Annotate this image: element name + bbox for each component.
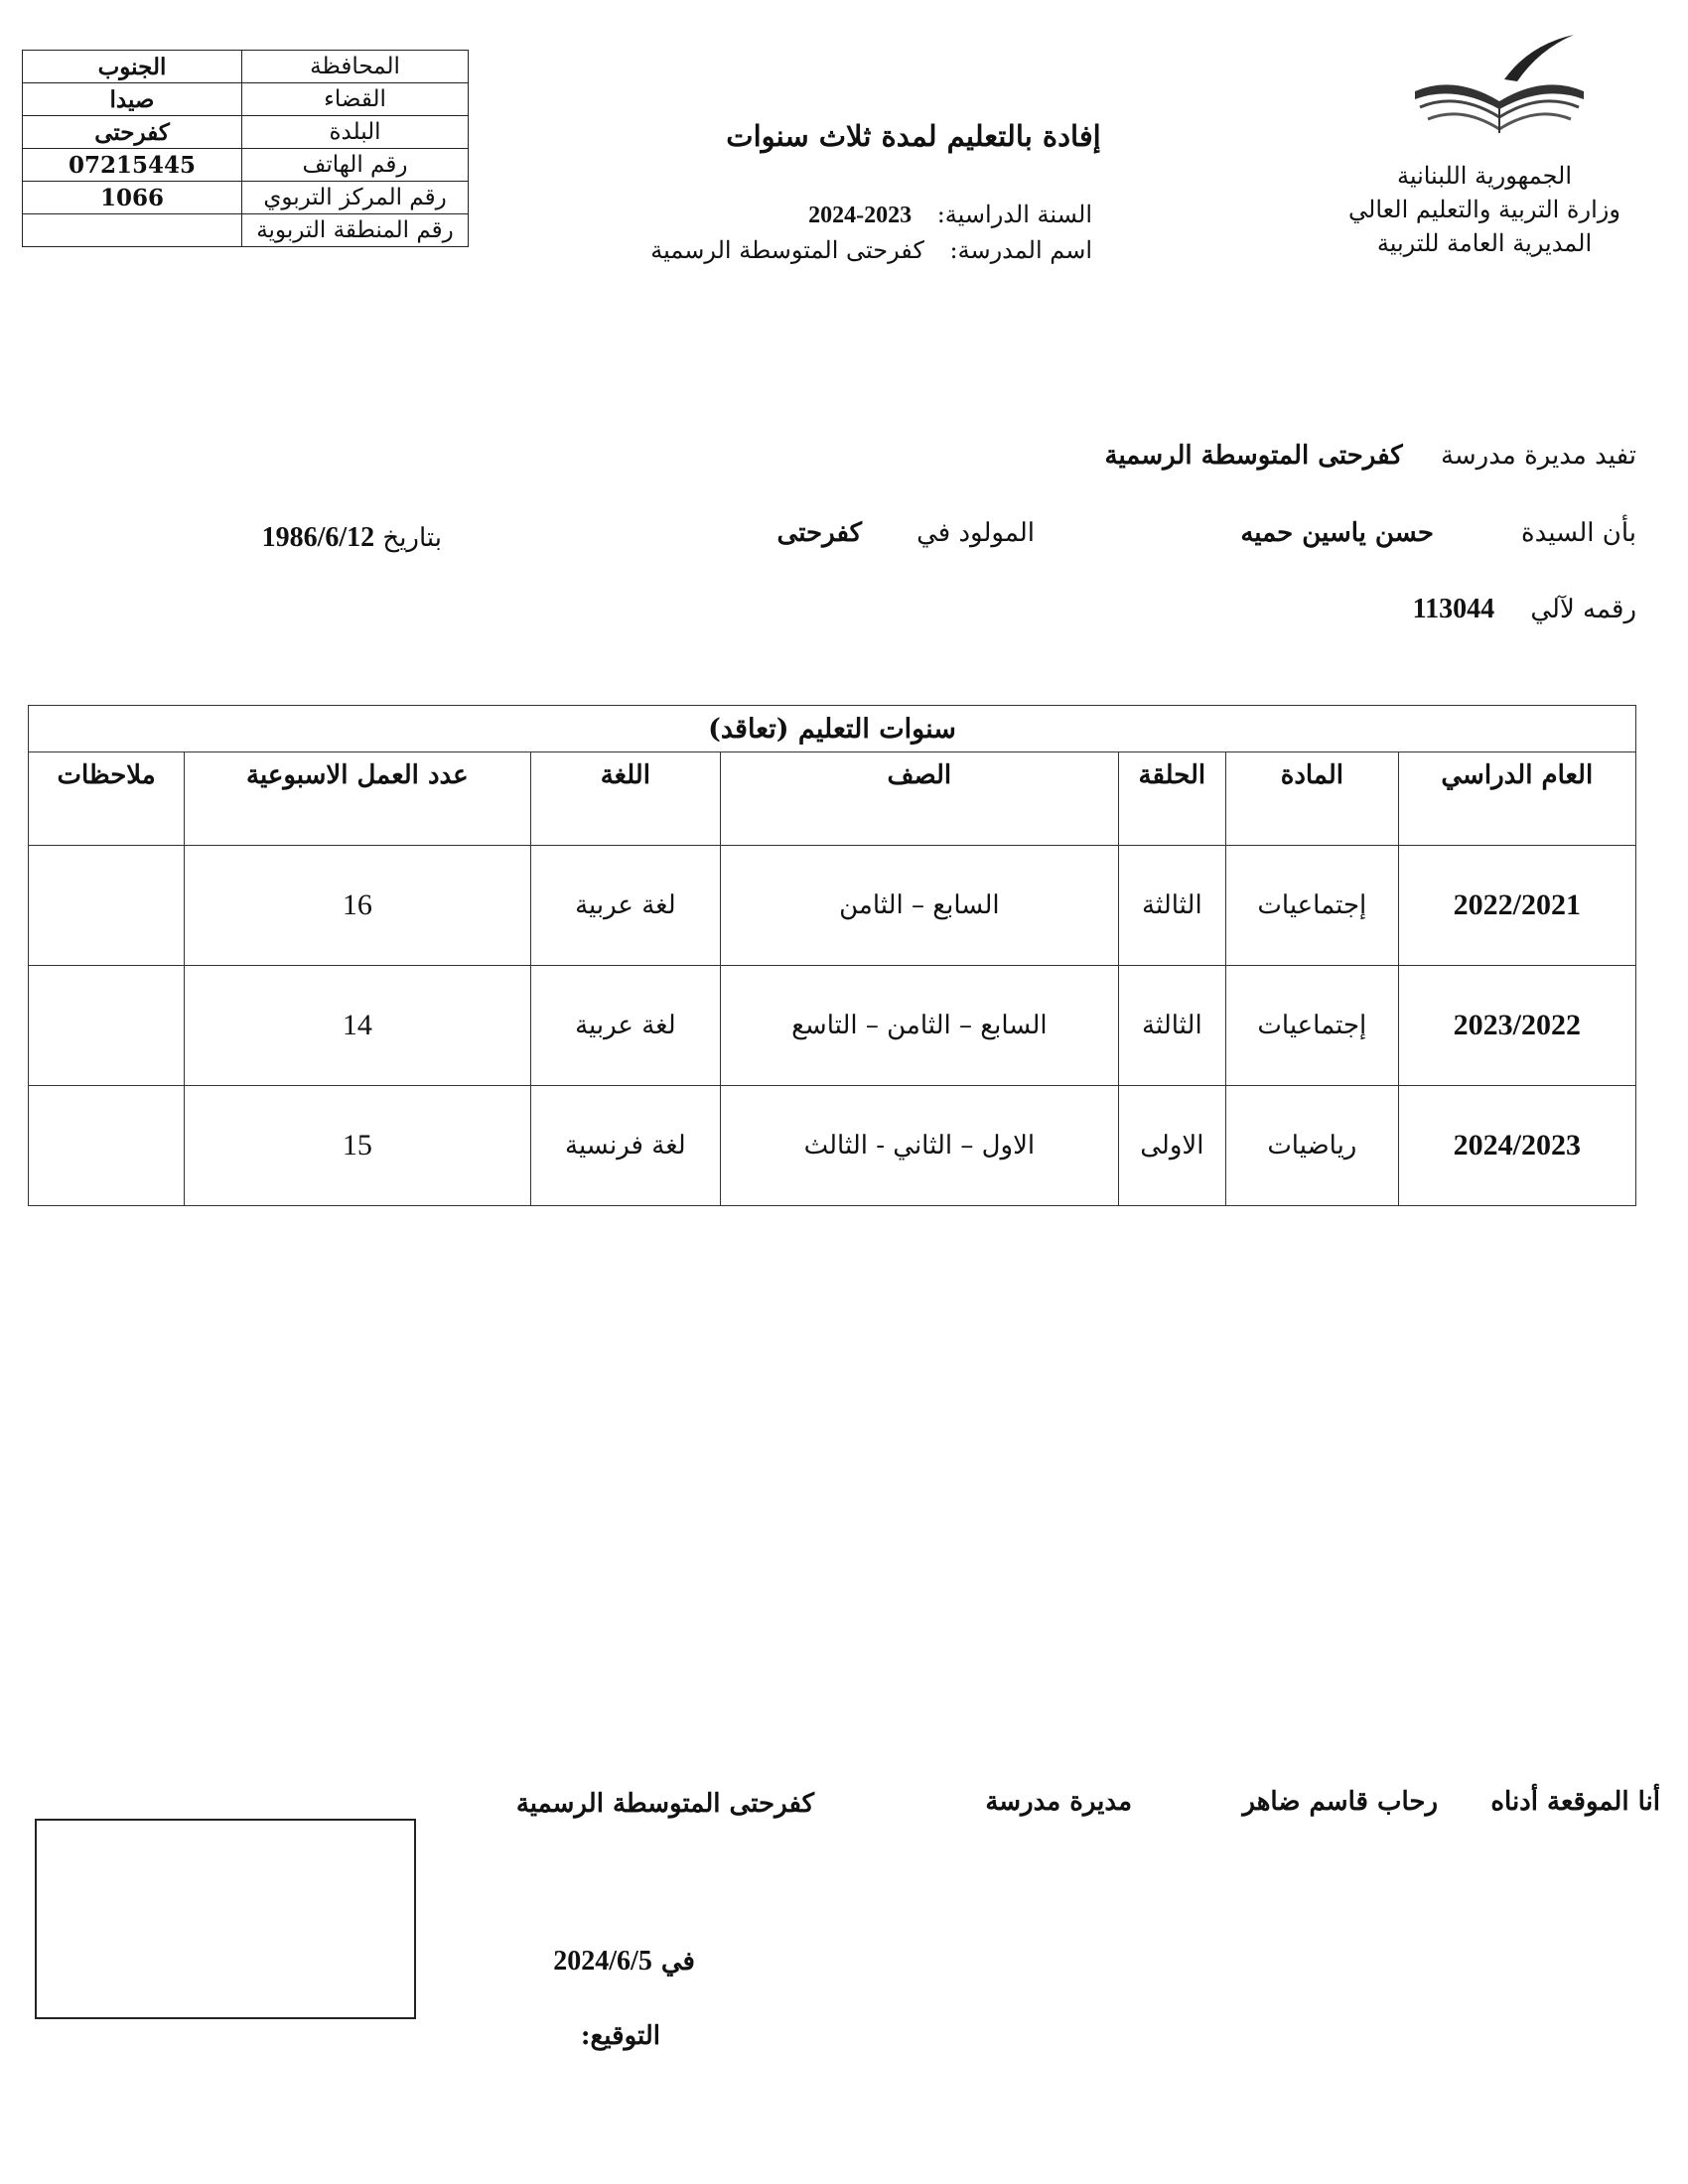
ministry-logo xyxy=(1410,30,1589,144)
person-name: حسن ياسين حميه xyxy=(1240,518,1434,548)
table-header: الصف xyxy=(721,752,1118,846)
table-row xyxy=(29,1086,1636,1206)
intro-text: تفيد مديرة مدرسة xyxy=(1440,441,1636,471)
school-name-label: اسم المدرسة: xyxy=(949,236,1092,264)
hours-cell: 16 xyxy=(185,846,530,966)
school-year-value: 2024-2023 xyxy=(808,203,913,228)
table-header: العام الدراسي xyxy=(1398,752,1635,846)
location-value: الجنوب xyxy=(23,51,242,83)
table-header: الحلقة xyxy=(1118,752,1226,846)
location-table xyxy=(22,50,469,247)
grade-cell: السابع – الثامن xyxy=(721,846,1118,966)
birth-date-label: بتاريخ xyxy=(382,523,442,553)
teaching-years-table xyxy=(28,705,1636,1206)
school-year-label: السنة الدراسية: xyxy=(936,201,1092,228)
subject-cell: إجتماعيات xyxy=(1226,846,1398,966)
table-row xyxy=(29,846,1636,966)
location-value: كفرحتى xyxy=(23,116,242,149)
birth-date-line xyxy=(262,522,442,554)
hours-cell: 14 xyxy=(185,966,530,1086)
subject-cell: رياضيات xyxy=(1226,1086,1398,1206)
location-label: المحافظة xyxy=(242,51,469,83)
location-value: صيدا xyxy=(23,83,242,116)
signature-label: التوقيع: xyxy=(580,2021,660,2051)
id-label: رقمه لآلي xyxy=(1530,595,1636,624)
location-value: 1066 xyxy=(23,182,242,214)
mrs-label: بأن السيدة xyxy=(1521,518,1636,548)
birth-date-value: 1986/6/12 xyxy=(261,522,375,553)
notes-cell xyxy=(29,1086,185,1206)
cycle-cell: الاولى xyxy=(1118,1086,1226,1206)
table-header: اللغة xyxy=(530,752,721,846)
ministry-header xyxy=(1336,159,1633,260)
location-label: البلدة xyxy=(242,116,469,149)
grade-cell: الاول – الثاني - الثالث xyxy=(721,1086,1118,1206)
cycle-cell: الثالثة xyxy=(1118,846,1226,966)
language-cell: لغة فرنسية xyxy=(530,1086,721,1206)
location-row xyxy=(23,182,469,214)
location-row xyxy=(23,149,469,182)
ministry-name: وزارة التربية والتعليم العالي xyxy=(1348,196,1620,223)
footer-school: كفرحتى المتوسطة الرسمية xyxy=(515,1789,814,1819)
footer-date-value: 2024/6/5 xyxy=(553,1946,652,1977)
location-value: 07215445 xyxy=(23,149,242,182)
republic-name: الجمهورية اللبنانية xyxy=(1396,162,1573,190)
id-line xyxy=(1413,594,1636,625)
notes-cell xyxy=(29,966,185,1086)
directorate-name: المديرية العامة للتربية xyxy=(1376,229,1593,257)
table-header: المادة xyxy=(1226,752,1398,846)
hours-cell: 15 xyxy=(185,1086,530,1206)
footer-date-label: في xyxy=(660,1947,695,1977)
notes-cell xyxy=(29,846,185,966)
signer-role: مديرة مدرسة xyxy=(985,1787,1132,1817)
location-row xyxy=(23,51,469,83)
school-name-row xyxy=(650,236,1092,264)
table-caption: سنوات التعليم (تعاقد) xyxy=(29,706,1636,752)
subject-cell: إجتماعيات xyxy=(1226,966,1398,1086)
born-label: المولود في xyxy=(916,518,1035,548)
location-label: رقم المركز التربوي xyxy=(242,182,469,214)
location-label: رقم المنطقة التربوية xyxy=(242,214,469,247)
location-row xyxy=(23,83,469,116)
cycle-cell: الثالثة xyxy=(1118,966,1226,1086)
language-cell: لغة عربية xyxy=(530,846,721,966)
location-value xyxy=(23,214,242,247)
signer-name: رحاب قاسم ضاهر xyxy=(1242,1787,1438,1817)
year-cell: 2023/2022 xyxy=(1398,966,1635,1086)
table-row xyxy=(29,966,1636,1086)
stamp-box xyxy=(35,1819,416,2019)
location-row xyxy=(23,116,469,149)
birthplace: كفرحتى xyxy=(776,518,862,548)
school-name-value: كفرحتى المتوسطة الرسمية xyxy=(650,236,924,264)
grade-cell: السابع – الثامن – التاسع xyxy=(721,966,1118,1086)
year-cell: 2024/2023 xyxy=(1398,1086,1635,1206)
year-cell: 2022/2021 xyxy=(1398,846,1635,966)
language-cell: لغة عربية xyxy=(530,966,721,1086)
school-name-body: كفرحتى المتوسطة الرسمية xyxy=(1104,441,1403,471)
intro-line xyxy=(1105,441,1636,471)
school-year-row xyxy=(808,201,1092,229)
table-header: عدد العمل الاسبوعية xyxy=(185,752,530,846)
signed-label: أنا الموقعة أدناه xyxy=(1490,1787,1660,1817)
id-value: 113044 xyxy=(1412,594,1495,624)
location-label: القضاء xyxy=(242,83,469,116)
table-header: ملاحظات xyxy=(29,752,185,846)
location-row xyxy=(23,214,469,247)
location-label: رقم الهاتف xyxy=(242,149,469,182)
document-title: إفادة بالتعليم لمدة ثلاث سنوات xyxy=(726,119,1101,153)
footer-date xyxy=(553,1946,695,1978)
